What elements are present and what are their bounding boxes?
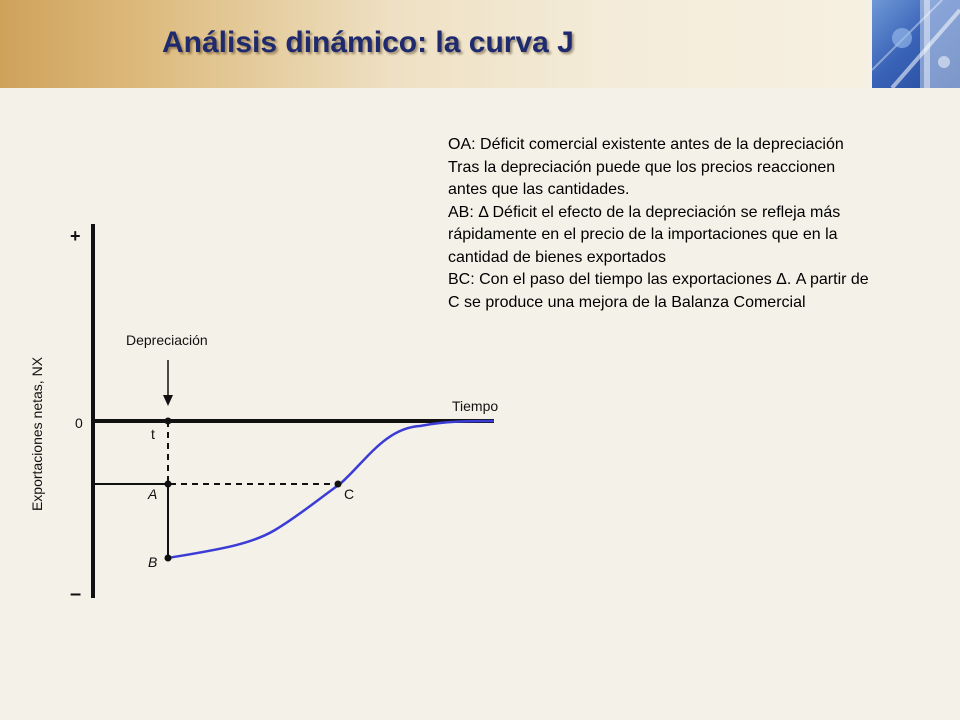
slide-title: Análisis dinámico: la curva J [162, 26, 574, 59]
point-t-marker [165, 418, 172, 425]
point-c-marker [335, 481, 342, 488]
note-line: BC: Con el paso del tiempo las exportaciones Δ. A partir de [448, 271, 869, 288]
point-c-label: C [344, 486, 355, 502]
j-curve [168, 421, 494, 558]
note-line: cantidad de bienes exportados [448, 248, 666, 266]
note-line: OA: Déficit comercial existente antes de la depreciación [448, 136, 844, 153]
point-a-marker [165, 481, 172, 488]
arrowhead-icon [163, 395, 173, 406]
note-line: antes que las cantidades. [448, 181, 630, 198]
point-t-label: t [151, 426, 155, 442]
minus-sign-label: – [70, 583, 82, 605]
plus-sign-label: + [70, 226, 81, 246]
zero-label: 0 [75, 415, 83, 431]
note-line: AB: Δ Déficit el efecto de la depreciación se refleja más [448, 203, 841, 221]
x-axis-label: Tiempo [452, 398, 499, 414]
note-line: Tras la depreciación puede que los precios reaccionen [448, 158, 836, 176]
point-b-label: B [148, 554, 158, 570]
depreciation-label: Depreciación [126, 332, 208, 348]
point-b-marker [165, 555, 172, 562]
y-axis-label: Exportaciones netas, NX [29, 356, 45, 512]
note-line: C se produce una mejora de la Balanza Comercial [448, 293, 806, 311]
point-a-label: A [148, 486, 158, 502]
note-line: rápidamente en el precio de la importaciones que en la [448, 226, 838, 243]
